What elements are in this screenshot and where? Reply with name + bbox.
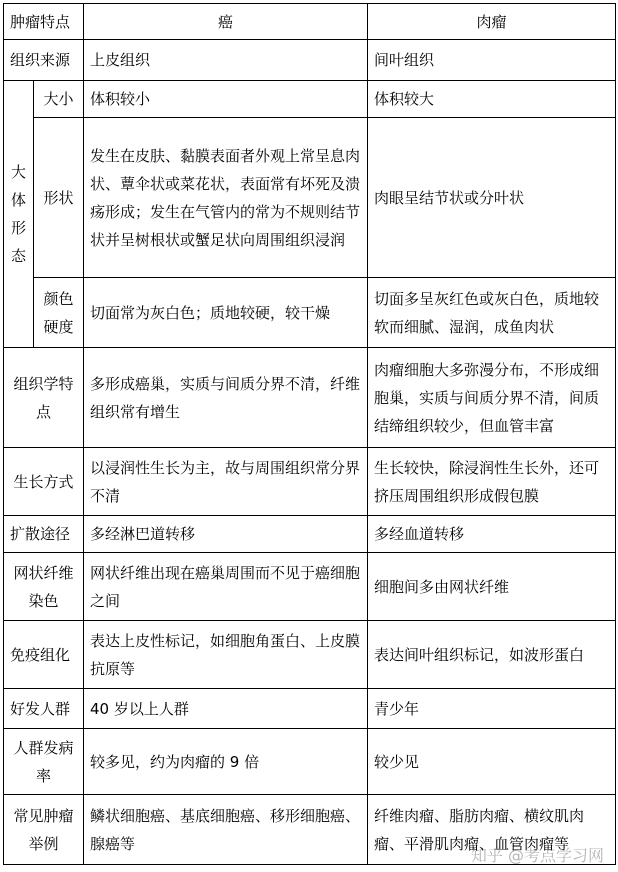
table-row — [4, 516, 616, 553]
cancer-cell: 上皮组织 — [84, 40, 368, 81]
table-row — [4, 621, 616, 689]
cancer-sarcoma-comparison-table — [3, 3, 616, 865]
cancer-cell: 网状纤维出现在癌巢周围而不见于癌细胞之间 — [84, 553, 368, 621]
sarcoma-cell: 青少年 — [368, 689, 616, 729]
gross-char: 形 — [10, 219, 26, 237]
row-label: 好发人群 — [4, 689, 84, 729]
row-label: 扩散途径 — [4, 516, 84, 553]
table-row — [4, 40, 616, 81]
header-feature: 肿瘤特点 — [4, 4, 84, 40]
sarcoma-cell: 间叶组织 — [368, 40, 616, 81]
table-row — [4, 689, 616, 729]
sarcoma-cell: 细胞间多由网状纤维 — [368, 553, 616, 621]
row-sublabel: 大小 — [34, 81, 84, 118]
cancer-cell: 发生在皮肤、黏膜表面者外观上常呈息肉状、蕈伞状或菜花状，表面常有坏死及溃疡形成；发生在气管内的常为不规则结节状并呈树根状或蟹足状向周围组织浸润 — [84, 118, 368, 278]
cancer-cell: 体积较小 — [84, 81, 368, 118]
row-sublabel: 形状 — [34, 118, 84, 278]
table-row — [4, 448, 616, 516]
sarcoma-cell: 体积较大 — [368, 81, 616, 118]
sarcoma-cell: 肉瘤细胞大多弥漫分布，不形成细胞巢，实质与间质分界不清，间质结缔组织较少，但血管丰富 — [368, 348, 616, 448]
row-label: 免疫组化 — [4, 621, 84, 689]
cancer-cell: 多形成癌巢，实质与间质分界不清，纤维组织常有增生 — [84, 348, 368, 448]
table-row — [4, 278, 616, 348]
cancer-cell: 切面常为灰白色；质地较硬，较干燥 — [84, 278, 368, 348]
row-label: 组织来源 — [4, 40, 84, 81]
gross-char: 态 — [10, 247, 26, 265]
table-row — [4, 553, 616, 621]
table-row — [4, 795, 616, 865]
table-row — [4, 81, 616, 118]
row-label: 组织学特点 — [4, 348, 84, 448]
table-row — [4, 118, 616, 278]
sarcoma-cell: 纤维肉瘤、脂肪肉瘤、横纹肌肉瘤、平滑肌肉瘤、血管肉瘤等 — [368, 795, 616, 865]
cancer-cell: 40 岁以上人群 — [84, 689, 368, 729]
table-header-row — [4, 4, 616, 40]
cancer-cell: 表达上皮性标记，如细胞角蛋白、上皮膜抗原等 — [84, 621, 368, 689]
row-label: 常见肿瘤举例 — [4, 795, 84, 865]
cancer-cell: 多经淋巴道转移 — [84, 516, 368, 553]
sarcoma-cell: 较少见 — [368, 729, 616, 795]
cancer-cell: 较多见，约为肉瘤的 9 倍 — [84, 729, 368, 795]
cancer-cell: 鳞状细胞癌、基底细胞癌、移形细胞癌、腺癌等 — [84, 795, 368, 865]
row-label: 生长方式 — [4, 448, 84, 516]
zhihu-watermark: 知乎 @考点学习网 — [470, 846, 604, 865]
row-label-gross — [4, 81, 34, 348]
sarcoma-cell: 切面多呈灰红色或灰白色，质地较软而细腻、湿润，成鱼肉状 — [368, 278, 616, 348]
comparison-table-container — [3, 3, 615, 865]
table-row — [4, 729, 616, 795]
sarcoma-cell: 表达间叶组织标记，如波形蛋白 — [368, 621, 616, 689]
row-label: 人群发病率 — [4, 729, 84, 795]
row-sublabel: 颜色硬度 — [34, 278, 84, 348]
gross-char: 体 — [10, 191, 26, 209]
gross-char: 大 — [10, 163, 26, 181]
sarcoma-cell: 肉眼呈结节状或分叶状 — [368, 118, 616, 278]
header-sarcoma: 肉瘤 — [368, 4, 616, 40]
table-row — [4, 348, 616, 448]
sarcoma-cell: 多经血道转移 — [368, 516, 616, 553]
row-label: 网状纤维染色 — [4, 553, 84, 621]
cancer-cell: 以浸润性生长为主，故与周围组织常分界不清 — [84, 448, 368, 516]
sarcoma-cell: 生长较快，除浸润性生长外，还可挤压周围组织形成假包膜 — [368, 448, 616, 516]
header-cancer: 癌 — [84, 4, 368, 40]
